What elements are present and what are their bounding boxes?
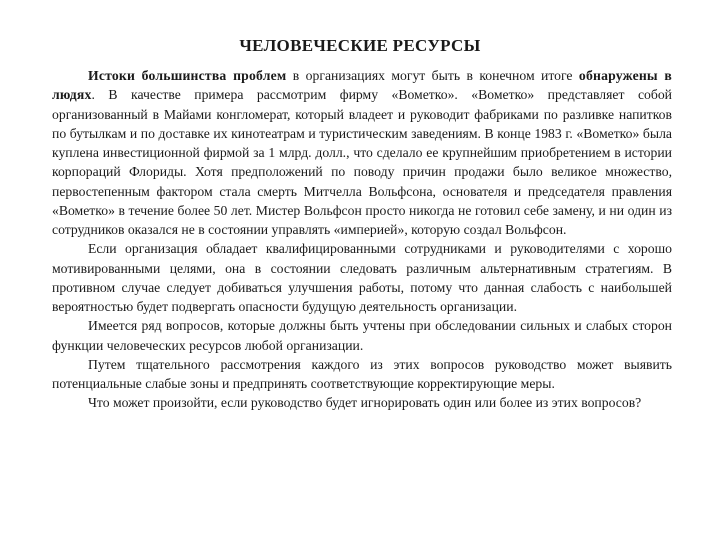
paragraph-1-connector: в организациях могут быть в конечном итоге xyxy=(286,68,579,83)
paragraph-1 xyxy=(52,66,672,239)
paragraph-3: Имеется ряд вопросов, которые должны быть учтены при обследовании сильных и слабых сторон функции человеческих ресурсов любой организации. xyxy=(52,318,672,353)
paragraph-2: Если организация обладает квалифицированными сотрудниками и руководителями с хорошо мотивированными целями, она в состоянии следовать различным альтернативным стратегиям. В противном случае следует добиваться улучшения работы, потому что данная слабость с наибольшей вероятностью будет подвергать опасности будущую деятельность организации. xyxy=(52,241,672,314)
page-title: ЧЕЛОВЕЧЕСКИЕ РЕСУРСЫ xyxy=(239,36,481,55)
bold-lead-phrase: Истоки большинства проблем xyxy=(88,68,287,83)
paragraph-4: Путем тщательного рассмотрения каждого из этих вопросов руководство может выявить потенциальные слабые зоны и предпринять соответствующие корректирующие меры. xyxy=(52,356,672,391)
paragraph-5: Что может произойти, если руководство будет игнорировать один или более из этих вопросов? xyxy=(88,395,642,411)
paragraph-1-text: . В качестве примера рассмотрим фирму «Вометко». «Вометко» представляет собой организованный в Майами конгломерат, который владеет и руководит фабриками по разливке напитков по бутылкам и по доставке их кинотеатрам и туристическим заведениям. В конце 1983 г. «Вометко» была куплена инвестиционной фирмой за 1 млрд. долл., что сделало ее крупнейшим приобретением в истории корпораций Флориды. Хотя предположений по поводу причин продажи было великое множество, первостепенным фактором стала смерть Митчелла Вольфсона, основателя и председателя правления «Вометко» в течение более 50 лет. Мистер Вольфсон просто никогда не готовил себе замену, и ни один из сотрудников оказался не в состоянии управлять «империей», которую создал Вольфсон. xyxy=(52,87,672,237)
document-body xyxy=(52,66,672,413)
bold-lead-phrase-2: обнаружены в людях xyxy=(52,68,672,103)
